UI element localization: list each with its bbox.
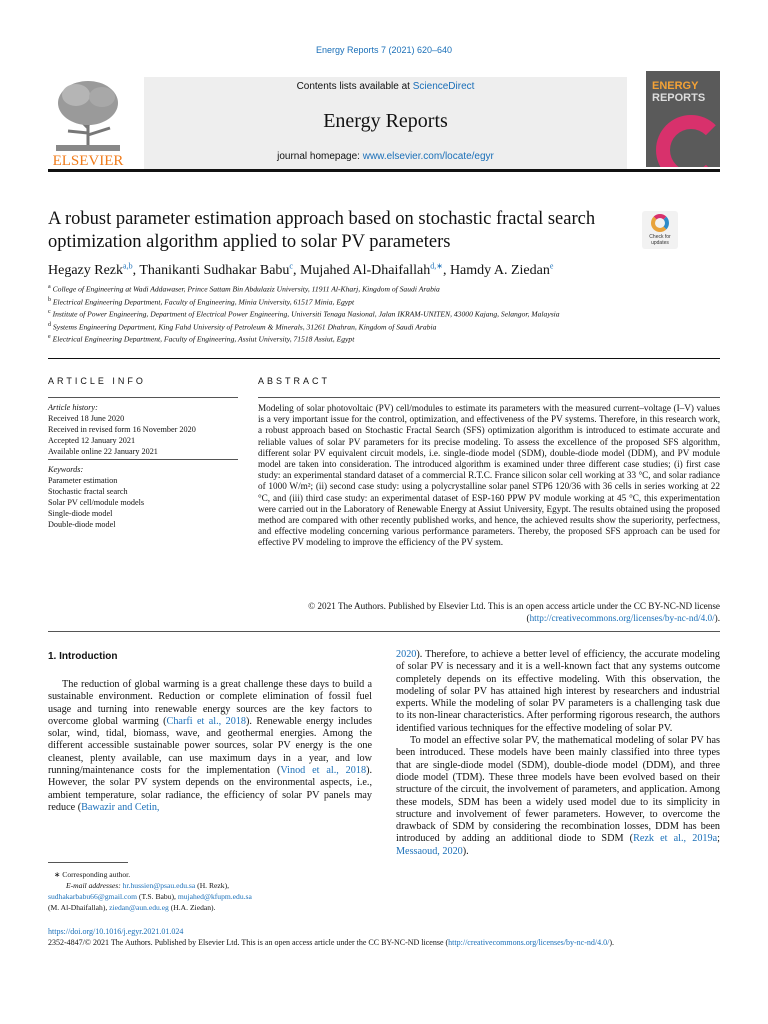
divider [48,358,720,359]
cover-title-2: REPORTS [652,92,706,104]
body-column-left [48,679,372,814]
article-history [48,402,238,457]
author[interactable]: Mujahed Al-Dhaifallah$^{d,∗}$, [299,261,450,278]
article-title: A robust parameter estimation approach based on stochastic fractal search optimization algorithm applied to solar PV parameters [48,209,596,252]
sciencedirect-link[interactable]: ScienceDirect [412,81,475,92]
affiliations [48,282,608,345]
keywords [48,464,238,530]
body-column-right [396,649,720,858]
email-link[interactable]: hr.hussien@psau.edu.sa [122,881,196,890]
license-link[interactable]: http://creativecommons.org/licenses/by-nc-nd/4.0/ [448,937,610,947]
affiliation: $^e$ Electrical Engineering Department, Faculty of Engineering, Assiut University, 71518 Assiut, Egypt [48,334,355,344]
paragraph: 2020). Therefore, to achieve a better level of efficiency, the accurate modeling of solar PV is necessary and it is a well-known fact that any systems outcome completely depends on its effective modeling. With this observation, the modeling of solar PV has attained high interest by researchers and industrial experts. While the modeling of solar PV parameters is a challenging task due to its non-linear characteristics. After performing rigorous research, the authors identified various techniques for the effective modeling of solar PV. [396,649,720,734]
keyword: Stochastic fractal search [48,487,128,496]
elsevier-logo[interactable] [48,73,128,168]
history-label: Article history: [48,403,98,412]
affiliation: $^c$ Institute of Power Engineering, Department of Electrical Power Engineering, Universiti Tenaga Nasional, Jalan IKRAM-UNITEN, 43000 Kajang, Selangor, Malaysia [48,309,560,319]
paragraph: The reduction of global warming is a great challenge these days to build a sustainable environment. Reduction or complete elimination of fossil fuel usage and turning into renewable energy sources are the key factors to overcome global warming (Charfi et al., 2018). Renewable energy includes solar, wind, tidal, biomass, wave, and geothermal energies. Among the different accessible sustainable power sources, solar PV energy is the one cleanest, plenty available, can use maximum days in a year, and low running/maintenance costs for the implementation (Vinod et al., 2018). However, the solar PV system depends on the environmental aspects, i.e., ambient temperature, solar radiance, the efficiency of solar PV panels may reduce (Bawazir and Cetin, [48,679,373,813]
journal-banner [144,77,627,169]
author[interactable]: Hegazy Rezk$^{a,b}$, [48,261,140,278]
divider [258,397,720,398]
copyright-line: 2352-4847/© 2021 The Authors. Published by Elsevier Ltd. This is an open access article under the CC BY-NC-ND license (http://creativecommons.org/licenses/by-nc-nd/4.0/). [48,937,614,947]
publisher-name: ELSEVIER [52,153,124,168]
keyword: Double-diode model [48,520,116,529]
homepage-link[interactable]: www.elsevier.com/locate/egyr [362,151,494,162]
check-updates-label: Check for updates [649,234,671,246]
divider [48,397,238,398]
divider [48,631,720,632]
keyword: Single-diode model [48,509,113,518]
citation-link[interactable]: Messaoud, 2020 [396,845,463,857]
journal-cover-thumbnail[interactable] [646,71,720,167]
divider [48,459,238,460]
email-line: sudhakarbabu66@gmail.com (T.S. Babu), mujahed@kfupm.edu.sa [48,892,252,901]
journal-name: Energy Reports [323,110,448,132]
keywords-label: Keywords: [48,465,84,474]
email-line: (M. Al-Dhaifallah), ziedan@aun.edu.eg (H.A. Ziedan). [48,903,216,912]
article-info-heading: ARTICLE INFO [48,376,146,386]
history-item: Received 18 June 2020 [48,414,125,423]
citation-link[interactable]: 2020 [396,649,417,660]
history-item: Accepted 12 January 2021 [48,436,136,445]
section-title: 1. Introduction [48,651,118,662]
contents-line: Contents lists available at ScienceDirect [296,81,475,92]
paragraph: To model an effective solar PV, the mathematical modeling of solar PV has been introduced. These models have been mainly classified into three types that are single-diode model (SDM), double-diode model (DDM), and three diode model (TDM). These three models have been evolved based on their structure of the circuit, the involvement of parameters, and application. Among these models, SDM has been a widely used model due to its simplicity in structure and involvement of fewer parameters. However, to overcome the drawback of SDM by considering the recombination losses, DDM has been introduced by adding an additional diode to SDM (Rezk et al., 2019a; Messaoud, 2020). [396,735,720,857]
citation-link[interactable]: Rezk et al., 2019a [633,833,718,845]
author[interactable]: Thanikanti Sudhakar Babu$^c$, [139,261,300,278]
abstract-heading: ABSTRACT [258,376,331,386]
doi-link[interactable]: https://doi.org/10.1016/j.egyr.2021.01.024 [48,927,184,936]
cover-title-1: ENERGY [652,80,699,92]
author-list [48,261,720,279]
license-link[interactable]: http://creativecommons.org/licenses/by-nc-nd/4.0/ [529,613,715,623]
history-item: Available online 22 January 2021 [48,447,158,456]
email-link[interactable]: sudhakarbabu66@gmail.com [48,892,138,901]
citation-link[interactable]: Charfi et al., 2018 [166,715,247,727]
abstract-text: Modeling of solar photovoltaic (PV) cell/modules to estimate its parameters with the measured current–voltage (I–V) values is a very important issue for the control, optimization, and effectiveness of the PV systems. Therefore, in this research work, a robust approach based on Stochastic Fractal Search (SFS) optimization algorithm is introduced to estimate accurate and reliable values of solar PV parameters for its precise modeling. To assess the excellence of the proposed SFS algorithm, different solar PV equivalent circuit models, i.e. single-diode model (SDM), double-diode model (DDM), and PV module model are taken into consideration. The introduced algorithm is examined under three different case studies; (i) first case study: an experimental standard dataset of a commercial R.T.C. France silicon solar cell working at 33 °C, and solar radiance of 1000 W/m²; (ii) second case study: using a polycrystalline solar panel STP6 120/36 with 36 cells in series working at 22 °C, and (iii) third case study: an experimental dataset of ESP-160 PPW PV module working at 45 °C, this experimentation were carried out in the Laboratory of Renewable Energy at Assiut University, Egypt. The results obtained using the proposed method are compared with other recently published works, and hence, the achieved results show the superiority, perfectness, and effective modeling concerning various performance parameters. Thereby, the proposed SFS approach can be used for effective PV modeling to improve the efficiency of the PV system. [258,403,720,548]
corresponding-author-note: ∗ Corresponding author. [54,870,131,879]
affiliation: $^a$ College of Engineering at Wadi Addawaser, Prince Sattam Bin Abdulaziz University, 11911 Al-Kharj, Kingdom of Saudi Arabia [48,284,440,294]
footnote-divider [48,862,128,863]
author[interactable]: Hamdy A. Ziedan$^e$ [449,261,554,278]
affiliation: $^d$ Systems Engineering Department, King Fahd University of Petroleum & Minerals, 31261 Dhahran, Kingdom of Saudi Arabia [48,321,437,332]
homepage-line: journal homepage: www.elsevier.com/locate/egyr [277,151,494,162]
journal-masthead [48,71,720,172]
update-badge-icon [651,214,669,232]
journal-citation[interactable]: Energy Reports 7 (2021) 620–640 [315,45,453,55]
history-item: Received in revised form 16 November 2020 [48,425,196,434]
email-link[interactable]: mujahed@kfupm.edu.sa [177,892,252,901]
abstract-license: © 2021 The Authors. Published by Elsevier Ltd. This is an open access article under the CC BY-NC-ND license (http://creativecommons.org/licenses/by-nc-nd/4.0/). [308,601,720,623]
footnote [48,869,372,913]
doi-footer [48,927,720,948]
cover-graphic [656,115,720,167]
citation-link[interactable]: Bawazir and Cetin, [81,801,160,813]
affiliation: $^b$ Electrical Engineering Department, Faculty of Engineering, Minia University, 61517 Minia, Egypt [48,296,355,307]
citation-link[interactable]: Vinod et al., 2018 [280,765,367,777]
keyword: Solar PV cell/module models [48,498,145,507]
check-for-updates-button[interactable] [642,211,678,249]
keyword: Parameter estimation [48,476,118,485]
email-line: E-mail addresses: hr.hussien@psau.edu.sa (H. Rezk), [66,881,230,890]
email-link[interactable]: ziedan@aun.edu.eg [109,903,169,912]
